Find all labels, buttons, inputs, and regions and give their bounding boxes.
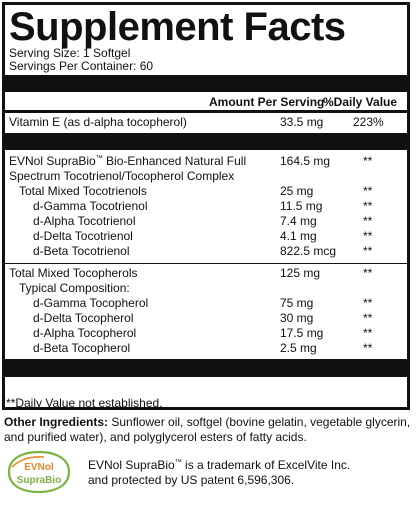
amount-header: Amount Per Serving <box>209 95 325 109</box>
trademark-notice <box>88 458 350 488</box>
tocotrienol-item-row <box>5 229 407 244</box>
nutrient-dv: ** <box>363 229 373 243</box>
thick-divider <box>5 75 407 92</box>
tocotrienols-row <box>5 184 407 199</box>
nutrient-dv: ** <box>363 326 373 340</box>
nutrient-name: d-Alpha Tocotrienol <box>33 214 136 228</box>
complex-name-end: Bio-Enhanced Natural Full <box>102 154 247 168</box>
thick-divider <box>5 133 407 150</box>
nutrient-dv: ** <box>363 199 373 213</box>
trademark-brand: EVNol SupraBio <box>88 458 175 472</box>
nutrient-name: Total Mixed Tocopherols <box>9 266 138 280</box>
complex-name-start: EVNol SupraBio <box>9 154 96 168</box>
supplement-facts-panel <box>2 2 410 410</box>
nutrient-dv: ** <box>363 184 373 198</box>
trademark-symbol: ™ <box>174 459 182 466</box>
complex-row <box>5 154 407 169</box>
trademark-line2: and protected by US patent 6,596,306. <box>88 473 295 487</box>
column-header <box>5 92 407 110</box>
nutrient-amount: 4.1 mg <box>280 229 317 243</box>
tocotrienol-item-row <box>5 214 407 229</box>
nutrient-dv: ** <box>363 214 373 228</box>
nutrient-amount: 164.5 mg <box>280 154 331 168</box>
nutrient-name: d-Gamma Tocotrienol <box>33 199 148 213</box>
other-ingredients-text: Sunflower oil, softgel (bovine gelatin, vegetable glycerin, and purified water), and polyglycerol esters of fatty acids. <box>4 415 411 444</box>
nutrient-dv: ** <box>363 266 373 280</box>
tocopherol-item-row <box>5 311 407 326</box>
nutrient-dv: ** <box>363 154 373 168</box>
nutrient-name: Vitamin E (as d-alpha tocopherol) <box>9 115 187 129</box>
nutrient-dv: ** <box>363 311 373 325</box>
nutrient-amount: 822.5 mcg <box>280 244 337 258</box>
tocopherol-item-row <box>5 296 407 311</box>
daily-value-header: %Daily Value <box>323 95 398 109</box>
nutrient-amount: 30 mg <box>280 311 314 325</box>
nutrient-name: d-Beta Tocopherol <box>33 341 131 355</box>
nutrient-dv: ** <box>363 296 373 310</box>
typical-composition-row <box>5 281 407 296</box>
nutrient-amount: 33.5 mg <box>280 115 324 129</box>
nutrient-name: Total Mixed Tocotrienols <box>19 184 147 198</box>
nutrient-dv: ** <box>363 341 373 355</box>
tocotrienol-item-row <box>5 244 407 259</box>
row-divider <box>5 263 407 264</box>
trademark-line1 <box>88 458 350 473</box>
serving-size: Serving Size: 1 Softgel <box>9 46 131 60</box>
nutrient-amount: 2.5 mg <box>280 341 317 355</box>
evnol-suprabio-logo <box>6 449 72 495</box>
trademark-symbol: ™ <box>95 155 103 162</box>
nutrient-amount: 7.4 mg <box>280 214 317 228</box>
logo-line2: SupraBio <box>16 475 62 486</box>
thick-divider <box>5 359 407 377</box>
nutrient-dv: 223% <box>353 115 384 129</box>
vitamin-e-row <box>5 115 407 130</box>
footnote: **Daily Value not established. <box>6 396 163 410</box>
tocopherol-item-row <box>5 341 407 356</box>
nutrient-amount: 25 mg <box>280 184 314 198</box>
nutrient-name: d-Beta Tocotrienol <box>33 244 130 258</box>
typical-composition-label: Typical Composition: <box>19 281 130 295</box>
nutrient-amount: 11.5 mg <box>280 199 323 213</box>
servings-per-container: Servings Per Container: 60 <box>9 59 154 73</box>
nutrient-name-continued: Spectrum Tocotrienol/Tocopherol Complex <box>9 169 235 183</box>
nutrient-name: d-Delta Tocopherol <box>33 311 134 325</box>
logo-line1: EVNol <box>24 462 54 473</box>
nutrient-name <box>9 154 246 169</box>
tocopherols-row <box>5 266 407 281</box>
trademark-owner: is a trademark of ExcelVite Inc. <box>181 458 351 472</box>
complex-row-continued <box>5 169 407 184</box>
panel-title: Supplement Facts <box>9 5 346 49</box>
tocopherol-item-row <box>5 326 407 341</box>
nutrient-amount: 75 mg <box>280 296 314 310</box>
other-ingredients <box>4 415 412 445</box>
nutrient-dv: ** <box>363 244 373 258</box>
nutrient-name: d-Gamma Tocopherol <box>33 296 149 310</box>
nutrient-amount: 17.5 mg <box>280 326 324 340</box>
thin-divider <box>5 110 407 113</box>
other-ingredients-label: Other Ingredients: <box>4 415 109 429</box>
nutrient-name: d-Alpha Tocopherol <box>33 326 137 340</box>
tocotrienol-item-row <box>5 199 407 214</box>
nutrient-name: d-Delta Tocotrienol <box>33 229 133 243</box>
nutrient-amount: 125 mg <box>280 266 321 280</box>
